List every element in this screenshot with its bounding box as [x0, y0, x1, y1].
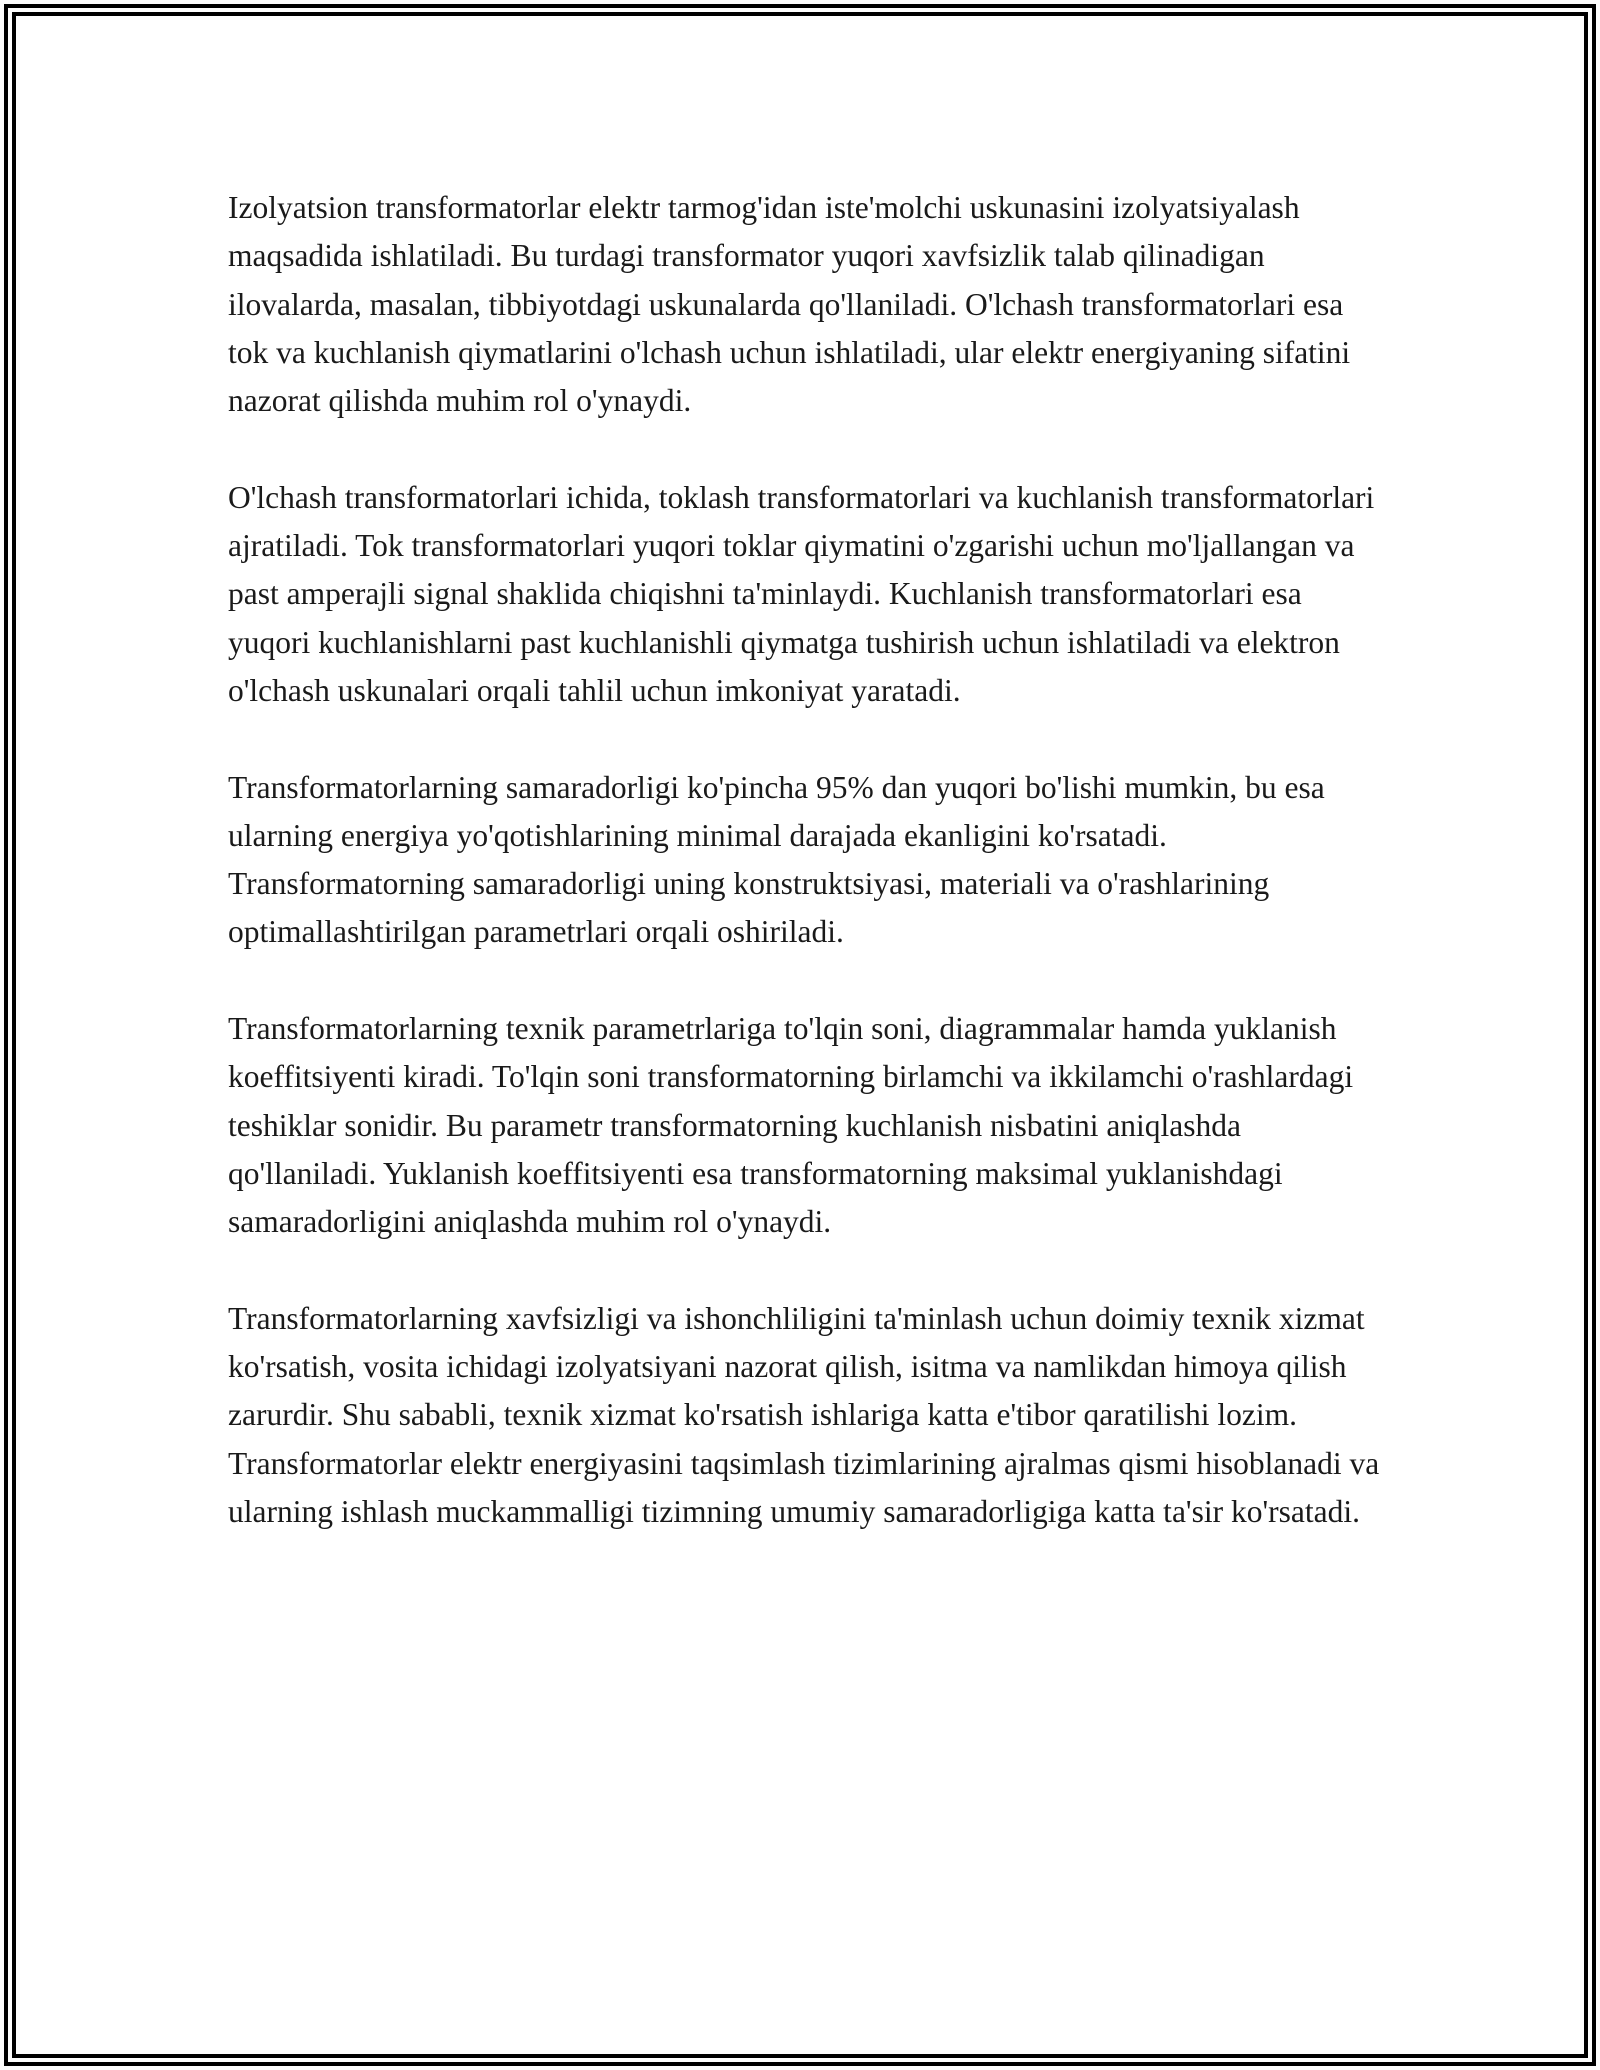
paragraph-efficiency: Transformatorlarning samaradorligi ko'pincha 95% dan yuqori bo'lishi mumkin, bu esa ularning energiya yo'qotishlarining minimal darajada ekanligini ko'rsatadi. Transformatorning samaradorligi uning konstruktsiyasi, materiali va o'rashlarining optimallashtirilgan parametrlari orqali oshiriladi. — [228, 769, 1325, 950]
paragraph-measuring-transformers: O'lchash transformatorlari ichida, toklash transformatorlari va kuchlanish transformatorlari ajratiladi. Tok transformatorlari yuqori toklar qiymatini o'zgarishi uchun mo'ljallangan va past amperajli signal shaklida chiqishni ta'minlaydi. Kuchlanish transformatorlari esa yuqori kuchlanishlarni past kuchlanishli qiymatga tushirish uchun ishlatiladi va elektron o'lchash uskunalari orqali tahlil uchun imkoniyat yaratadi. — [228, 479, 1375, 708]
document-body — [228, 184, 1383, 1585]
paragraph-safety-maintenance: Transformatorlarning xavfsizligi va ishonchliligini ta'minlash uchun doimiy texnik xizmat ko'rsatish, vosita ichidagi izolyatsiyani nazorat qilish, isitma va namlikdan himoya qilish zarurdir. Shu sababli, texnik xizmat ko'rsatish ishlariga katta e'tibor qaratilishi lozim. Transformatorlar elektr energiyasini taqsimlash tizimlarining ajralmas qismi hisoblanadi va ularning ishlash muckammalligi tizimning umumiy samaradorligiga katta ta'sir ko'rsatadi. — [228, 1300, 1380, 1530]
paragraph-isolation-transformers: Izolyatsion transformatorlar elektr tarmog'idan iste'molchi uskunasini izolyatsiyalash maqsadida ishlatiladi. Bu turdagi transformator yuqori xavfsizlik talab qilinadigan ilovalarda, masalan, tibbiyotdagi uskunalarda qo'llaniladi. O'lchash transformatorlari esa tok va kuchlanish qiymatlarini o'lchash uchun ishlatiladi, ular elektr energiyaning sifatini nazorat qilishda muhim rol o'ynaydi. — [228, 190, 1351, 419]
paragraph-technical-parameters: Transformatorlarning texnik parametrlariga to'lqin soni, diagrammalar hamda yuklanish koeffitsiyenti kiradi. To'lqin soni transformatorning birlamchi va ikkilamchi o'rashlardagi teshiklar sonidir. Bu parametr transformatorning kuchlanish nisbatini aniqlashda qo'llaniladi. Yuklanish koeffitsiyenti esa transformatorning maksimal yuklanishdagi samaradorligini aniqlashda muhim rol o'ynaydi. — [228, 1011, 1354, 1240]
